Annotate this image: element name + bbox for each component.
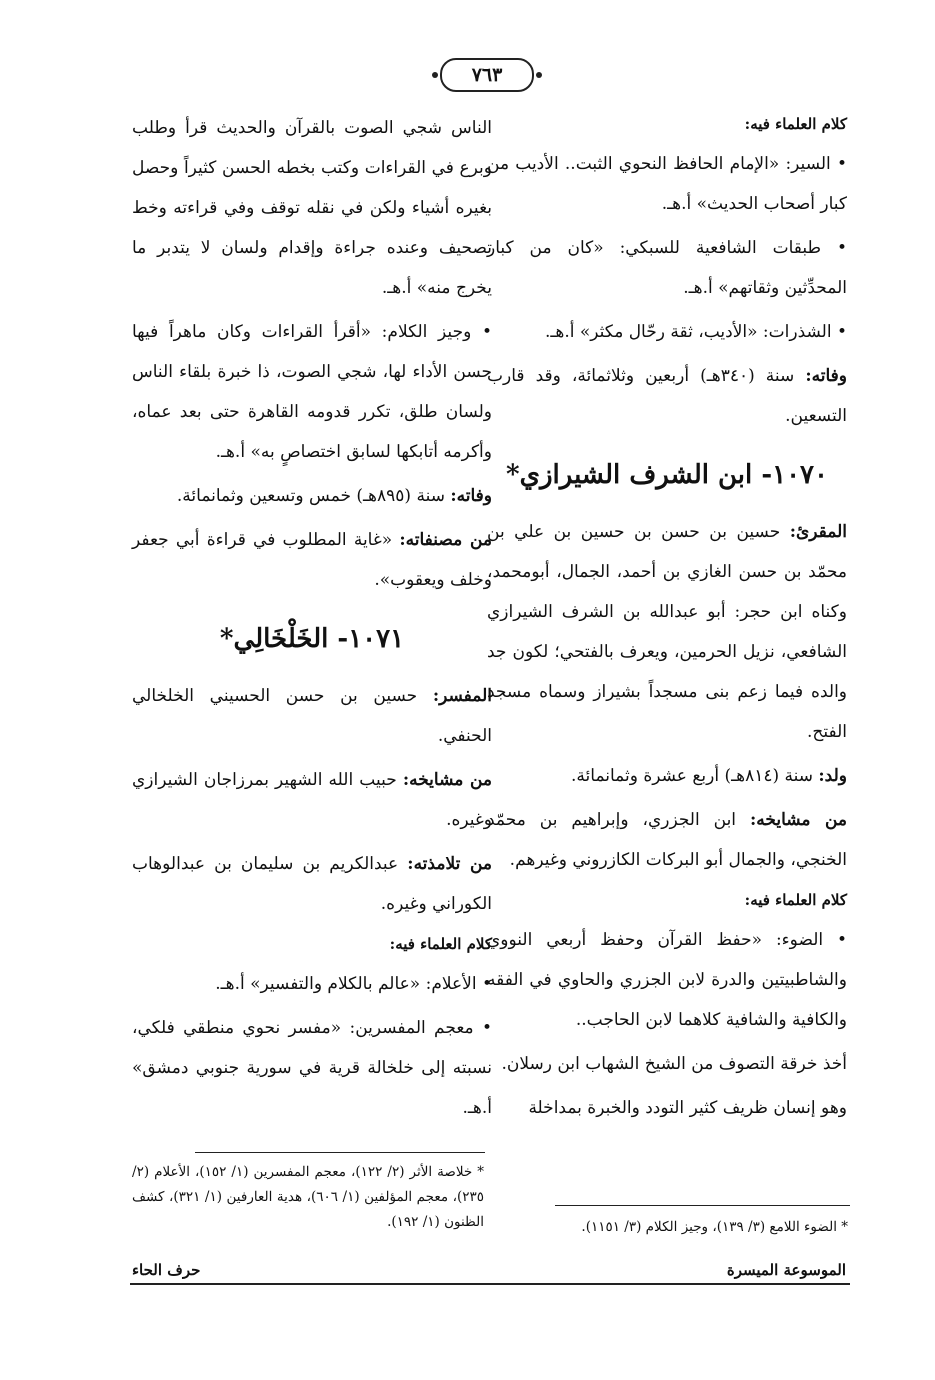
footnote-divider xyxy=(195,1152,485,1153)
left-column xyxy=(132,108,492,1132)
footnote-right: * الضوء اللامع (٣/ ١٣٩)، وجيز الكلام (٣/ ١١٥١). xyxy=(581,1219,848,1235)
field-label: من مصنفاته: xyxy=(399,530,492,550)
quote-paragraph: الناس شجي الصوت بالقرآن والحديث قرأ وطلب وبرع في القراءات وكتب بخطه الحسن كثيراً وحصل بغيره أشياء ولكن في نقله توقف وفي قراءته وخط تصحيف وعنده جراءة وإقدام ولسان لا يتدبر ما يخرج منه» أ.هـ. xyxy=(132,118,492,298)
teachers-paragraph xyxy=(132,760,492,840)
quote-paragraph: • الضوء: «حفظ القرآن وحفظ أربعي النووي والشاطبيتين والدرة لابن الجزري والحاوي في الفقه والكافية والشافية كلاهما لابن الحاجب.. xyxy=(487,930,847,1030)
section-heading: كلام العلماء فيه: xyxy=(744,891,847,909)
quote-paragraph: • الشذرات: «الأديب، ثقة رحّال مكثر» أ.هـ. xyxy=(545,322,847,342)
works-paragraph xyxy=(132,520,492,600)
quote-paragraph: وهو إنسان ظريف كثير التودد والخبرة بمداخلة xyxy=(528,1098,847,1118)
bio-paragraph xyxy=(487,512,847,752)
field-label: ولد: xyxy=(818,766,847,786)
quote-paragraph: • السير: «الإمام الحافظ النحوي الثبت.. الأديب من كبار أصحاب الحديث» أ.هـ. xyxy=(487,154,847,214)
entry-title: ١٠٧١- الخَلْخَالِي* xyxy=(219,624,405,654)
section-heading: كلام العلماء فيه: xyxy=(389,935,492,953)
death-paragraph xyxy=(132,476,492,516)
field-label: المفسر: xyxy=(432,686,492,706)
students-paragraph xyxy=(132,844,492,924)
field-text: سنة (٨١٤هـ) أربع عشرة وثمانمائة. xyxy=(571,766,819,786)
quote-paragraph: • وجيز الكلام: «أقرأ القراءات وكان ماهراً فيها حسن الأداء لها، شجي الصوت، ذا خبرة بلقاء الناس ولسان طلق، تكرر قدومه القاهرة حتى بعد عماه، وأكرمه أتابكها لسابق اختصاصٍ به» أ.هـ. xyxy=(132,322,492,462)
section-heading: كلام العلماء فيه: xyxy=(744,115,847,133)
footer-rule xyxy=(130,1283,850,1285)
footnote-left: * خلاصة الأثر (٢/ ١٢٢)، معجم المفسرين (١/ ١٥٢)، الأعلام (٢/ ٢٣٥)، معجم المؤلفين (١/ ٦٠٦)، هدية العارفين (١/ ٣٢١)، كشف الظنون (١/ ١٩٢). xyxy=(132,1164,485,1230)
footer-section-title: حرف الحاء xyxy=(128,1261,204,1279)
quote-paragraph: • طبقات الشافعية للسبكي: «كان من كبار المحدِّثين وثقاتهم» أ.هـ. xyxy=(487,238,847,298)
field-label: من مشايخه: xyxy=(402,770,493,790)
field-label: وفاته: xyxy=(805,366,847,386)
field-label: من مشايخه: xyxy=(749,810,848,830)
quote-paragraph: أخذ خرقة التصوف من الشيخ الشهاب ابن رسلان. xyxy=(501,1054,847,1074)
quote-paragraph: • الأعلام: «عالم بالكلام والتفسير» أ.هـ. xyxy=(215,974,492,994)
teachers-paragraph xyxy=(487,800,847,880)
field-label: وفاته: xyxy=(450,486,492,506)
death-paragraph xyxy=(487,356,847,436)
bio-paragraph xyxy=(132,676,492,756)
field-text: سنة (٣٤٠هـ) أربعين وثلاثمائة، وقد قارب التسعين. xyxy=(487,366,847,426)
field-text: سنة (٨٩٥هـ) خمس وتسعين وثمانمائة. xyxy=(176,486,451,506)
field-text: حسين بن حسن بن حسين بن علي بن محمّد بن حسن الغازي بن أحمد، الجمال، أبومحمد، وكناه ابن حجر: أبو عبدالله بن الشرف الشيرازي الشافعي، نزيل الحرمين، ويعرف بالفتحي؛ لكون جد والده فيما زعم بنى مسجداً بشيراز وسماه مسجد الفتح. xyxy=(487,522,847,742)
footer-book-title: الموسوعة الميسرة xyxy=(723,1261,850,1279)
birth-paragraph xyxy=(487,756,847,796)
field-label: من تلامذته: xyxy=(407,854,492,874)
quote-paragraph: • معجم المفسرين: «مفسر نحوي منطقي فلكي، نسبته إلى خلخالة قرية في سورية جنوبي دمشق» أ.هـ. xyxy=(132,1018,492,1118)
field-text: حبيب الله الشهير بمرزاجان الشيرازي وغيره. xyxy=(132,770,492,830)
field-text: عبدالكريم بن سليمان بن عبدالوهاب الكوراني وغيره. xyxy=(132,854,492,914)
right-column xyxy=(487,108,847,1132)
entry-title: ١٠٧٠- ابن الشرف الشيرازي* xyxy=(506,460,828,490)
field-text: حسين بن حسن الحسيني الخلخالي الحنفي. xyxy=(132,686,492,746)
field-text: ابن الجزري، وإبراهيم بن محمّد الخنجي، والجمال أبو البركات الكازروني وغيرهم. xyxy=(487,810,847,870)
field-text: «غاية المطلوب في قراءة أبي جعفر وخلف ويعقوب». xyxy=(132,530,492,590)
page-number: ٧٦٣ xyxy=(440,58,534,92)
footnote-divider xyxy=(555,1205,850,1206)
field-label: المقرئ: xyxy=(789,522,847,542)
